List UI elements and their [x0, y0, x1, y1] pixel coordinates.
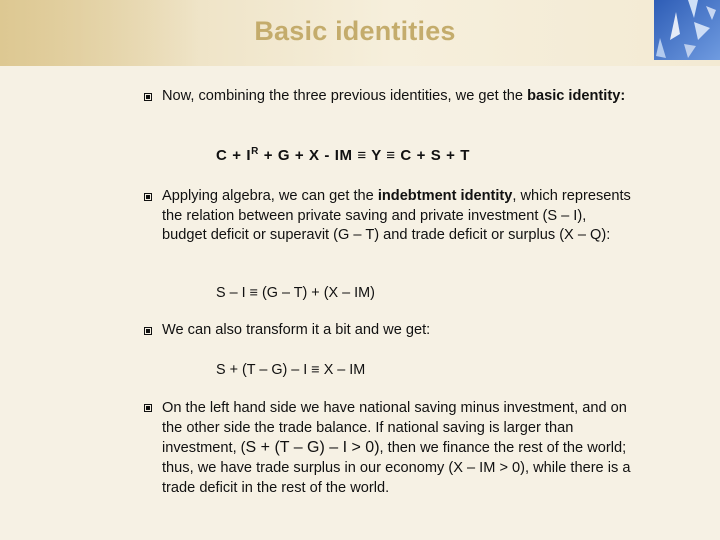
square-bullet-icon: [144, 93, 152, 101]
bullet-3-text: We can also transform it a bit and we get:: [162, 322, 431, 338]
bullet-2-text-pre: Applying algebra, we can get the: [162, 188, 378, 204]
bullet-2-text-post: , which represents the relation between private saving and private investment (S – I), budget deficit or superavit (G – T) and trade deficit or surplus (X – Q):: [162, 188, 631, 244]
bullet-1-text: Now, combining the three previous identities, we get the: [162, 88, 528, 104]
transformed-eq-text: S + (T – G) – I ≡ X – IM: [216, 362, 366, 378]
bullet-text-3: [162, 321, 632, 341]
bullet-4-text-pre: On the left hand side we have national saving minus investment, and on the other side the trade balance. If national saving is larger than investment, (: [162, 400, 627, 456]
bullet-4-text-post: , then we finance the rest of the world; thus, we have trade surplus in our economy (X – IM > 0), while there is a trade deficit in the rest of the world.: [162, 440, 631, 496]
basic-identity-equation: [216, 146, 470, 166]
bullet-2-bold: indebtment identity: [377, 188, 513, 204]
square-bullet-icon: [144, 404, 152, 412]
slide-title: Basic identities: [254, 16, 456, 46]
basic-eq-superscript: R: [251, 146, 259, 157]
bullet-4-emphasis: S + (T – G) – I > 0): [245, 439, 380, 456]
bullet-1-bold: basic identity:: [527, 88, 626, 104]
transformed-equation: [216, 361, 365, 381]
indebtment-eq-text: S – I ≡ (G – T) + (X – IM): [216, 285, 375, 301]
bullet-text-4: [162, 398, 632, 498]
basic-eq-part-a: C + I: [216, 147, 252, 164]
square-bullet-icon: [144, 193, 152, 201]
indebtment-equation: [216, 284, 375, 304]
bullet-text-2: [162, 187, 632, 246]
basic-eq-part-b: + G + X - IM ≡ Y ≡ C + S + T: [258, 147, 471, 164]
square-bullet-icon: [144, 327, 152, 335]
bullet-text-1: [162, 87, 632, 107]
